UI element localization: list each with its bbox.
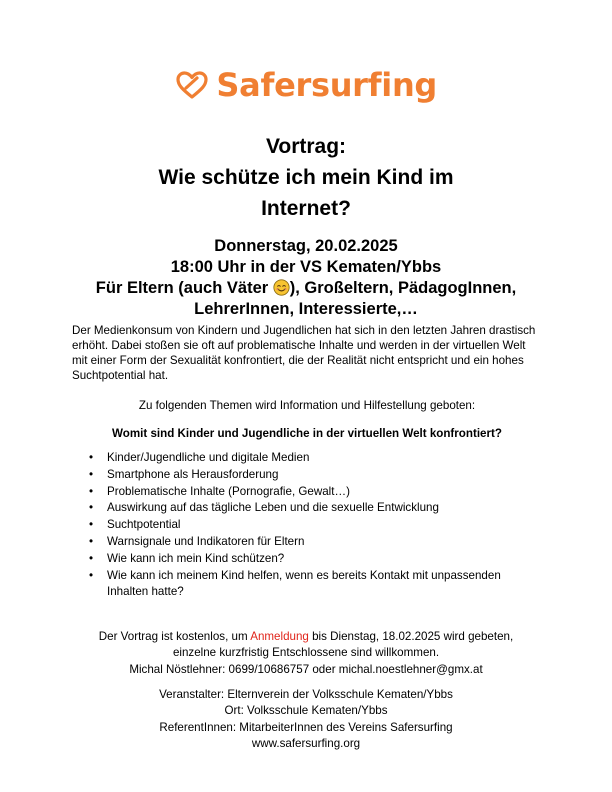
smiling-face-icon xyxy=(273,279,290,296)
list-item xyxy=(72,551,542,568)
website-link[interactable]: www.safersurfing.org xyxy=(251,736,361,750)
registration-info xyxy=(0,629,612,678)
title-line: Internet? xyxy=(261,197,351,220)
organizer-info xyxy=(0,687,612,752)
list-item-text: Smartphone als Herausforderung xyxy=(107,467,279,481)
list-item xyxy=(72,500,542,517)
intro-paragraph: Der Medienkonsum von Kindern und Jugendlichen hat sich in den letzten Jahren drastisch erhöht. Dabei stoßen sie oft auf problematische Inhalte und werden in der virtuellen Welt mit einer Form der Sexualität konfrontiert, die der Realität nicht entspricht und ein hohes Suchtpotential hat. xyxy=(72,324,536,383)
bullet: • xyxy=(89,484,94,498)
bullet: • xyxy=(89,467,94,481)
title-line: Vortrag: xyxy=(265,135,347,158)
list-item-text: Wie kann ich meinem Kind helfen, wenn es bereits Kontakt mit unpassenden Inhalten hatte? xyxy=(107,568,501,599)
list-item xyxy=(72,450,542,467)
heart-shield-logo-icon xyxy=(175,70,209,100)
event-details xyxy=(0,236,612,320)
list-item xyxy=(72,534,542,551)
audience-text: ), Großeltern, PädagogInnen, xyxy=(289,279,517,297)
lecture-title xyxy=(0,131,612,224)
contact-info: Michal Nöstlehner: 0699/10686757 oder michal.noestlehner@gmx.at xyxy=(129,662,483,676)
list-item-text: Suchtpotential xyxy=(107,518,181,532)
list-item-text: Warnsignale und Indikatoren für Eltern xyxy=(107,534,305,548)
list-item xyxy=(72,484,542,501)
organizer-speakers: ReferentInnen: MitarbeiterInnen des Vereins Safersurfing xyxy=(159,720,453,734)
list-item-text: Kinder/Jugendliche und digitale Medien xyxy=(107,451,310,464)
list-item xyxy=(72,568,542,602)
bullet: • xyxy=(89,501,94,515)
bullet: • xyxy=(89,568,94,582)
organizer-host: Veranstalter: Elternverein der Volksschule Kematen/Ybbs xyxy=(159,688,453,701)
registration-line xyxy=(0,629,612,645)
list-item-text: Wie kann ich mein Kind schützen? xyxy=(107,551,285,565)
list-item-text: Auswirkung auf das tägliche Leben und die sexuelle Entwicklung xyxy=(107,501,439,515)
bullet: • xyxy=(89,534,94,548)
event-audience xyxy=(0,278,612,299)
topics-intro: Zu folgenden Themen wird Information und Hilfestellung geboten: xyxy=(138,399,476,412)
title-line: Wie schütze ich mein Kind im xyxy=(158,166,454,189)
topics-question: Womit sind Kinder und Jugendliche in der virtuellen Welt konfrontiert? xyxy=(112,427,502,440)
list-item xyxy=(72,517,542,534)
logo-wordmark: Safersurfing xyxy=(216,66,438,104)
bullet: • xyxy=(89,551,94,565)
registration-text: Der Vortrag ist kostenlos, um xyxy=(98,630,251,643)
bullet: • xyxy=(89,451,94,464)
event-time-place: 18:00 Uhr in der VS Kematen/Ybbs xyxy=(170,258,442,276)
list-item xyxy=(72,467,542,484)
registration-link[interactable]: Anmeldung xyxy=(250,630,309,643)
safersurfing-logo xyxy=(0,66,612,104)
registration-text: bis Dienstag, 18.02.2025 wird gebeten, xyxy=(308,630,514,643)
topics-list xyxy=(72,450,542,601)
event-audience-line2: LehrerInnen, Interessierte,… xyxy=(194,300,418,318)
registration-line2: einzelne kurzfristig Entschlossene sind willkommen. xyxy=(172,646,440,660)
audience-text: Für Eltern (auch Väter xyxy=(95,279,273,297)
event-date: Donnerstag, 20.02.2025 xyxy=(214,237,398,255)
bullet: • xyxy=(89,518,94,532)
list-item-text: Problematische Inhalte (Pornografie, Gewalt…) xyxy=(107,484,350,498)
organizer-location: Ort: Volksschule Kematen/Ybbs xyxy=(224,704,388,718)
